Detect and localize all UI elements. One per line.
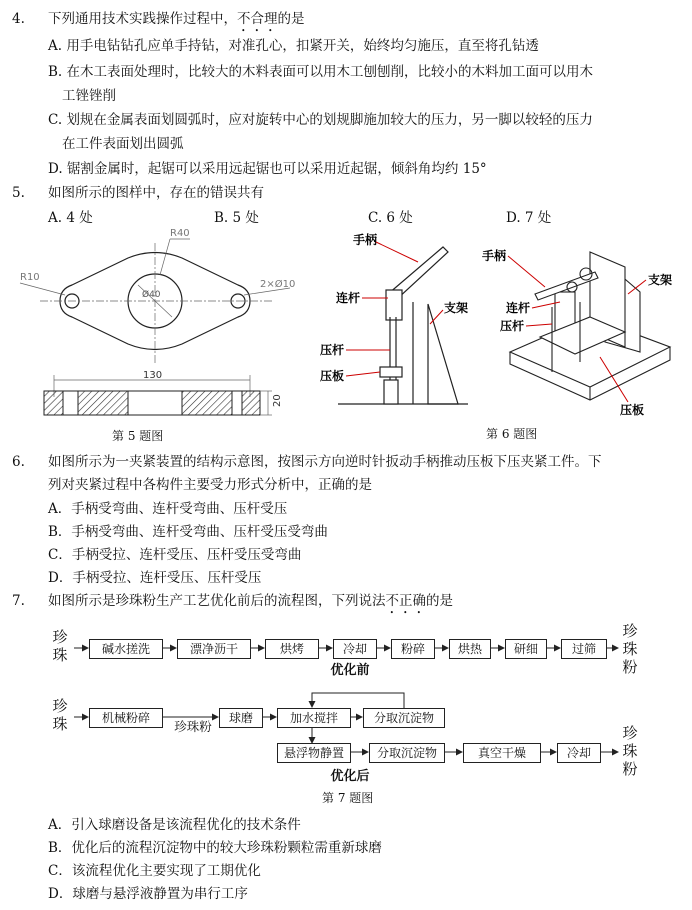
flow-step: 真空干燥 xyxy=(463,743,541,763)
choice-d: D. 7 处 xyxy=(506,210,552,226)
label-rod-3d: 压杆 xyxy=(500,319,525,333)
question-6-stem: 6. 如图所示为一夹紧装置的结构示意图，按图示方向逆时针扳动手柄推动压板下压夹紧工件。下 xyxy=(12,454,602,470)
label-d40: Ø40 xyxy=(142,290,161,300)
emphasis-text: 不合理 xyxy=(237,11,278,27)
flow-step: 过筛 xyxy=(561,639,607,659)
option-c: C．该流程优化主要实现了工期优化 xyxy=(48,863,261,879)
figure-6-side-view xyxy=(318,232,488,422)
label-handle: 手柄 xyxy=(353,233,378,247)
figure-6-isometric-view xyxy=(480,232,680,422)
option-c-continued: 在工件表面划出圆弧 xyxy=(62,136,184,152)
flow-step: 球磨 xyxy=(219,708,263,728)
label-length: 130 xyxy=(143,370,163,381)
option-d: D．球磨与悬浮液静置为串行工序 xyxy=(48,886,248,902)
label-plate: 压板 xyxy=(320,369,345,383)
label-link: 连杆 xyxy=(336,291,361,305)
option-b: B. 在木工表面处理时，比较大的木料表面可以用木工刨刨削，比较小的木料加工面可以用木 xyxy=(48,64,594,80)
question-6-stem-continued: 列对夹紧过程中各构件主要受力形式分析中，正确的是 xyxy=(48,477,372,493)
flow-start-after: 珍 珠 xyxy=(52,697,68,733)
label-r40: R40 xyxy=(170,228,190,239)
flow-step: 机械粉碎 xyxy=(89,708,163,728)
flow-end-before: 珍 珠 粉 xyxy=(622,622,638,676)
question-4-stem: 4. 下列通用技术实践操作过程中，不合理的是 xyxy=(12,11,305,27)
flow-step: 分取沉淀物 xyxy=(363,708,445,728)
flow-step: 漂净沥干 xyxy=(177,639,251,659)
choice-c: C. 6 处 xyxy=(368,210,413,226)
option-b: B．优化后的流程沉淀物中的较大珍珠粉颗粒需重新球磨 xyxy=(48,840,382,856)
option-b-continued: 工锉锉削 xyxy=(62,88,116,104)
flow-step: 烘热 xyxy=(449,639,491,659)
option-c: C．手柄受拉、连杆受压、压杆受压受弯曲 xyxy=(48,547,302,563)
figure-5-caption: 第 5 题图 xyxy=(112,429,164,443)
option-a: A．引入球磨设备是该流程优化的技术条件 xyxy=(48,817,301,833)
figure-5-drawing xyxy=(10,225,300,425)
label-link-3d: 连杆 xyxy=(506,301,531,315)
flow-step: 烘烤 xyxy=(265,639,319,659)
label-plate-3d: 压板 xyxy=(620,403,645,417)
flow-mid-label: 珍珠粉 xyxy=(174,719,212,734)
flow-title-after: 优化后 xyxy=(330,769,370,784)
flow-step: 冷却 xyxy=(557,743,601,763)
option-c: C. 划规在金属表面划圆弧时，应对旋转中心的划规脚施加较大的压力，另一脚以较轻的压力 xyxy=(48,112,593,128)
label-rod: 压杆 xyxy=(320,343,345,357)
label-handle-3d: 手柄 xyxy=(482,249,507,263)
flow-end-after: 珍 珠 粉 xyxy=(622,724,638,778)
label-holes: 2×Ø10 xyxy=(260,279,296,290)
flow-step: 研细 xyxy=(505,639,547,659)
option-d: D. 锯割金属时，起锯可以采用远起锯也可以采用近起锯，倾斜角均约 15° xyxy=(48,161,487,177)
label-r10: R10 xyxy=(20,272,40,283)
question-5-stem: 5. 如图所示的图样中，存在的错误共有 xyxy=(12,185,264,201)
option-d: D．手柄受拉、连杆受压、压杆受压 xyxy=(48,570,262,586)
flow-step: 粉碎 xyxy=(391,639,435,659)
label-support-3d: 支架 xyxy=(648,273,673,287)
choice-a: A. 4 处 xyxy=(48,210,93,226)
label-support: 支架 xyxy=(444,301,469,315)
flow-step: 碱水搓洗 xyxy=(89,639,163,659)
option-a: A．手柄受弯曲、连杆受弯曲、压杆受压 xyxy=(48,501,288,517)
flow-step: 分取沉淀物 xyxy=(369,743,445,763)
flow-step: 悬浮物静置 xyxy=(277,743,351,763)
question-7-stem: 7. 如图所示是珍珠粉生产工艺优化前后的流程图，下列说法不正确的是 xyxy=(12,593,453,609)
question-number: 4. xyxy=(12,11,25,27)
flow-title-before: 优化前 xyxy=(330,663,370,678)
flow-step: 加水搅拌 xyxy=(277,708,351,728)
flow-step: 冷却 xyxy=(333,639,377,659)
emphasis-text: 不正确 xyxy=(385,593,426,609)
option-b: B．手柄受弯曲、连杆受弯曲、压杆受压受弯曲 xyxy=(48,524,328,540)
label-thickness: 20 xyxy=(272,394,283,407)
flow-start-before: 珍 珠 xyxy=(52,628,68,664)
choice-b: B. 5 处 xyxy=(214,210,259,226)
option-a: A. 用手电钻钻孔应单手持钻，对准孔心，扣紧开关，始终均匀施压，直至将孔钻透 xyxy=(48,38,539,54)
figure-7-caption: 第 7 题图 xyxy=(322,791,374,805)
figure-6-caption: 第 6 题图 xyxy=(486,427,538,441)
